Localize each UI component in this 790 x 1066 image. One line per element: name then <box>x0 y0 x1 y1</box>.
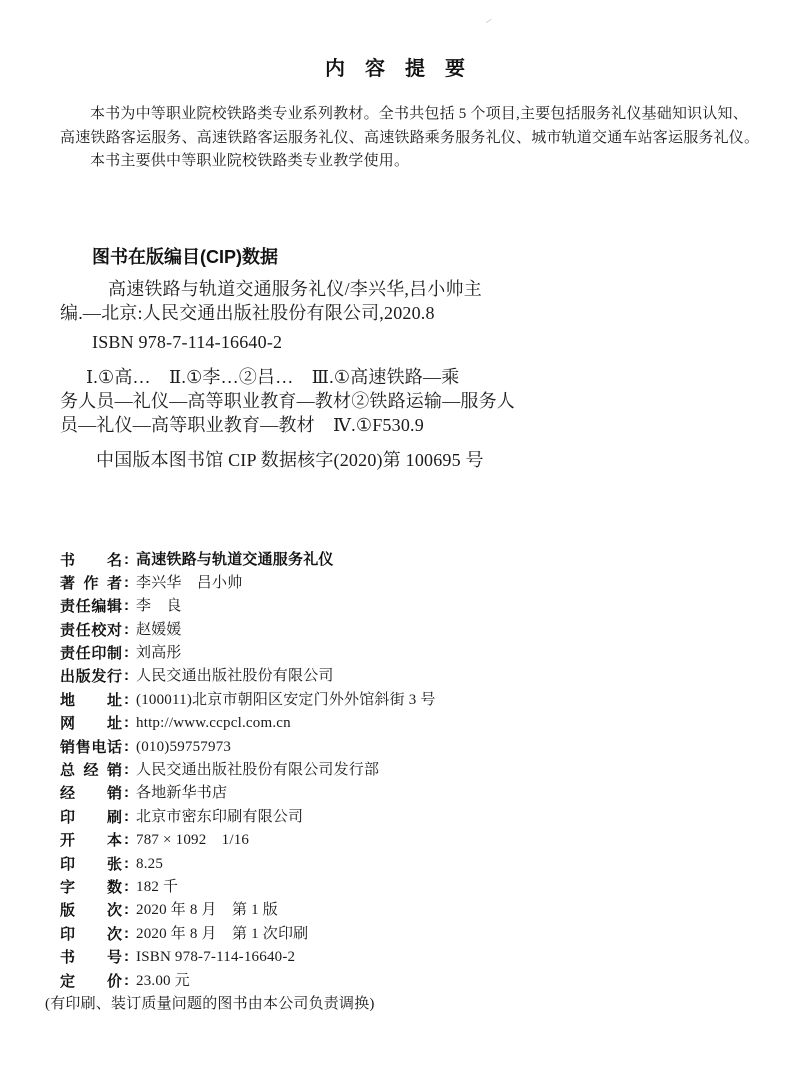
field-colon: : <box>124 901 129 919</box>
colophon-row-website <box>45 711 790 734</box>
colophon-row-proofreader <box>45 618 790 641</box>
field-label: 字数 <box>60 878 122 896</box>
summary-line: 本书主要供中等职业院校铁路类专业教学使用。 <box>90 153 410 169</box>
field-value: 各地新华书店 <box>136 785 228 802</box>
summary-title: 内 容 提 要 <box>325 58 465 80</box>
colophon-list <box>45 548 790 1017</box>
field-label: 书号 <box>60 949 122 967</box>
field-label: 网址 <box>60 715 122 733</box>
field-value: (010)59757973 <box>136 738 232 755</box>
cip-line: ISBN 978-7-114-16640-2 <box>92 331 283 352</box>
colophon-row-word-count <box>45 875 790 898</box>
colophon-row-impression <box>45 922 790 945</box>
cip-line: 务人员—礼仪—高等职业教育—教材②铁路运输—服务人 <box>60 390 515 411</box>
field-label: 责任校对 <box>60 621 122 639</box>
field-value: 23.00 元 <box>136 972 190 989</box>
field-value: 高速铁路与轨道交通服务礼仪 <box>136 550 334 568</box>
colophon-row-edition <box>45 898 790 921</box>
field-colon: : <box>124 714 129 732</box>
colophon-row-sheets <box>45 852 790 875</box>
field-label: 著作者 <box>60 574 122 592</box>
colophon-row-printer <box>45 805 790 828</box>
field-label: 经销 <box>60 785 122 803</box>
field-value: 李 良 <box>136 598 182 615</box>
field-label: 总经销 <box>60 762 122 780</box>
field-colon: : <box>124 737 129 755</box>
field-label: 开本 <box>60 832 122 850</box>
field-value: 人民交通出版社股份有限公司发行部 <box>136 762 380 779</box>
colophon-row-publisher <box>45 664 790 687</box>
quality-exchange-note: (有印刷、装订质量问题的图书由本公司负责调换) <box>45 995 375 1012</box>
summary-block <box>60 103 760 174</box>
field-value: 赵媛媛 <box>136 621 182 638</box>
field-value: 北京市密东印刷有限公司 <box>136 808 304 825</box>
cip-line: 员—礼仪—高等职业教育—教材 Ⅳ.①F530.9 <box>60 414 424 435</box>
field-value: 人民交通出版社股份有限公司 <box>136 668 334 685</box>
field-value: 2020 年 8 月 第 1 版 <box>136 902 278 919</box>
field-value: ISBN 978-7-114-16640-2 <box>136 949 296 966</box>
colophon-row-book-title <box>45 548 790 571</box>
field-colon: : <box>124 854 129 872</box>
field-colon: : <box>124 573 129 591</box>
field-colon: : <box>124 690 129 708</box>
cip-line: 高速铁路与轨道交通服务礼仪/李兴华,吕小帅主 <box>108 278 482 299</box>
colophon-row-general-distributor <box>45 758 790 781</box>
field-label: 印次 <box>60 925 122 943</box>
field-colon: : <box>124 877 129 895</box>
colophon-row-distributor <box>45 781 790 804</box>
field-value: 8.25 <box>136 855 164 872</box>
field-label: 地址 <box>60 691 122 709</box>
colophon-row-isbn <box>45 945 790 968</box>
field-label: 版次 <box>60 902 122 920</box>
summary-line: 本书为中等职业院校铁路类专业系列教材。全书共包括 5 个项目,主要包括服务礼仪基础知识认知、 <box>90 106 748 122</box>
field-colon: : <box>124 761 129 779</box>
colophon-row-format <box>45 828 790 851</box>
field-value: 李兴华 吕小帅 <box>136 574 243 591</box>
colophon-row-price <box>45 969 790 992</box>
field-label: 销售电话 <box>60 738 122 756</box>
colophon-row-print-supervisor <box>45 641 790 664</box>
summary-line: 高速铁路客运服务、高速铁路客运服务礼仪、高速铁路乘务服务礼仪、城市轨道交通车站客运服务礼仪。 <box>60 129 760 146</box>
field-colon: : <box>124 784 129 802</box>
field-label: 定价 <box>60 972 122 990</box>
scan-speck-artifact <box>486 19 494 27</box>
field-label: 书名 <box>60 551 122 569</box>
field-colon: : <box>124 597 129 615</box>
field-colon: : <box>124 971 129 989</box>
field-colon: : <box>124 924 129 942</box>
colophon-row-sales-phone <box>45 735 790 758</box>
field-colon: : <box>124 831 129 849</box>
field-value: 182 千 <box>136 878 179 895</box>
field-label: 责任编辑 <box>60 598 122 616</box>
field-value: 2020 年 8 月 第 1 次印刷 <box>136 925 309 942</box>
field-colon: : <box>124 667 129 685</box>
field-label: 责任印制 <box>60 645 122 663</box>
field-colon: : <box>124 620 129 638</box>
field-label: 印刷 <box>60 808 122 826</box>
colophon-row-editor <box>45 594 790 617</box>
field-value: 刘高彤 <box>136 645 182 662</box>
cip-heading: 图书在版编目(CIP)数据 <box>92 246 278 267</box>
field-value: 787 × 1092 1/16 <box>136 832 250 849</box>
field-value: http://www.ccpcl.com.cn <box>136 715 291 732</box>
field-label: 印张 <box>60 855 122 873</box>
cip-record-number: 中国版本图书馆 CIP 数据核字(2020)第 100695 号 <box>96 449 484 470</box>
field-colon: : <box>124 550 129 568</box>
cip-block <box>60 277 790 472</box>
field-label: 出版发行 <box>60 668 122 686</box>
field-colon: : <box>124 644 129 662</box>
colophon-row-address <box>45 688 790 711</box>
field-value: (100011)北京市朝阳区安定门外外馆斜街 3 号 <box>136 691 436 708</box>
field-colon: : <box>124 807 129 825</box>
colophon-row-authors <box>45 571 790 594</box>
cip-line: 编.—北京:人民交通出版社股份有限公司,2020.8 <box>60 302 435 323</box>
cip-line: Ⅰ.①高… Ⅱ.①李…②吕… Ⅲ.①高速铁路—乘 <box>86 366 460 387</box>
field-colon: : <box>124 948 129 966</box>
